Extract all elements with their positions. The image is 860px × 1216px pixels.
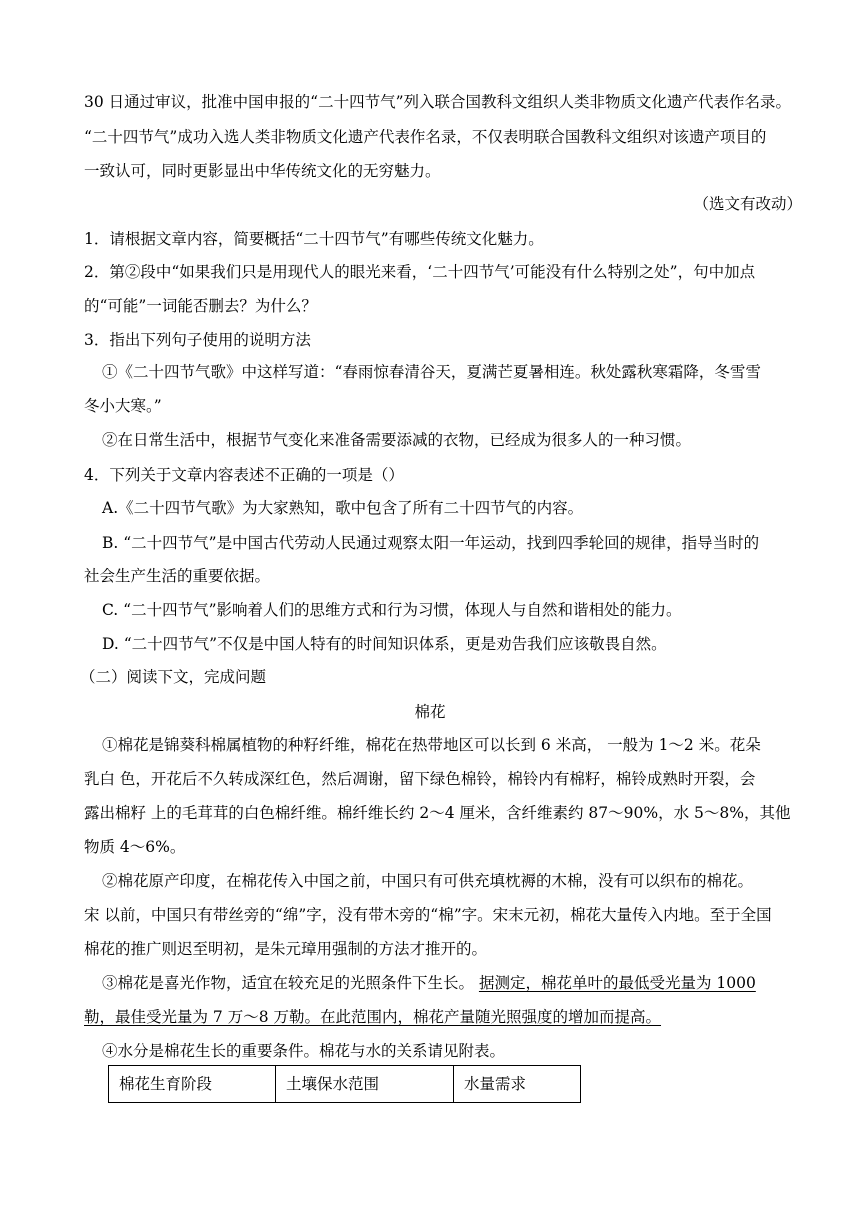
paragraph-4: ④水分是棉花生长的重要条件。棉花与水的关系请见附表。	[102, 1042, 506, 1060]
question-3-sentence-1-cont: 冬小大寒。”	[84, 397, 162, 415]
question-4-option-d: D. “二十四节气”不仅是中国人特有的时间知识体系，更是劝告我们应该敬畏自然。	[102, 635, 667, 653]
paragraph-1-line: 露出棉籽 上的毛茸茸的白色棉纤维。棉纤维长约 2～4 厘米，含纤维素约 87～90%，水 5～8%，其他	[84, 804, 791, 822]
cotton-water-table	[108, 1065, 581, 1103]
paragraph-3-underlined: 勒，最佳受光量为 7 万～8 万勒。在此范围内，棉花产量随光照强度的增加而提高。	[84, 1008, 662, 1026]
paragraph-3-underlined: 据测定，棉花单叶的最低受光量为 1000	[478, 974, 756, 992]
table-header-cell: 棉花生育阶段	[109, 1066, 276, 1103]
question-2: 2．第②段中“如果我们只是用现代人的眼光来看，‘二十四节气’可能没有什么特别之处”，句中加点	[84, 263, 756, 281]
paragraph-3-line	[84, 1007, 780, 1027]
question-1: 1．请根据文章内容，简要概括“二十四节气”有哪些传统文化魅力。	[84, 230, 544, 248]
table-header-cell: 土壤保水范围	[276, 1066, 454, 1103]
question-2-cont: 的“可能”一词能否删去？为什么？	[84, 297, 317, 315]
intro-line: “二十四节气”成功入选人类非物质文化遗产代表作名录，不仅表明联合国教科文组织对该遗产项目的	[84, 128, 767, 146]
question-4-option-b-cont: 社会生产生活的重要依据。	[84, 567, 271, 585]
question-3-sentence-2: ②在日常生活中，根据节气变化来准备需要添减的衣物，已经成为很多人的一种习惯。	[102, 431, 692, 449]
paragraph-3-line	[102, 973, 780, 993]
question-4-option-a: A.《二十四节气歌》为大家熟知，歌中包含了所有二十四节气的内容。	[102, 499, 584, 517]
paragraph-3-text: ③棉花是喜光作物，适宜在较充足的光照条件下生长。	[102, 974, 479, 992]
question-4-option-b: B. “二十四节气”是中国古代劳动人民通过观察太阳一年运动，找到四季轮回的规律，指导当时的	[102, 534, 760, 552]
paragraph-2-line: ②棉花原产印度，在棉花传入中国之前，中国只有可供充填枕褥的木棉，没有可以织布的棉花。	[102, 872, 754, 890]
intro-line: 30 日通过审议，批准中国申报的“二十四节气”列入联合国教科文组织人类非物质文化遗产代表作名录。	[84, 93, 792, 111]
section-heading: （二）阅读下文，完成问题	[80, 668, 267, 686]
table-header-row	[109, 1066, 581, 1103]
intro-line: 一致认可，同时更影显出中华传统文化的无穷魅力。	[84, 162, 441, 180]
source-note: （选文有改动）	[693, 195, 802, 213]
paragraph-1-line: ①棉花是锦葵科棉属植物的种籽纤维，棉花在热带地区可以长到 6 米高， 一般为 1～2 米。花朵	[102, 736, 761, 754]
question-4: 4．下列关于文章内容表述不正确的一项是（）	[84, 466, 404, 484]
paragraph-2-line: 宋 以前，中国只有带丝旁的“绵”字，没有带木旁的“棉”字。宋末元初，棉花大量传入内地。至于全国	[84, 906, 772, 924]
question-3-sentence-1: ①《二十四节气歌》中这样写道：“春雨惊春清谷天，夏满芒夏暑相连。秋处露秋寒霜降，冬雪雪	[102, 363, 761, 381]
article-title: 棉花	[414, 703, 446, 721]
question-4-option-c: C. “二十四节气”影响着人们的思维方式和行为习惯，体现人与自然和谐相处的能力。	[102, 601, 682, 619]
table-header-cell: 水量需求	[454, 1066, 581, 1103]
question-3: 3．指出下列句子使用的说明方法	[84, 331, 311, 349]
paragraph-1-line: 乳白 色，开花后不久转成深红色，然后凋谢，留下绿色棉铃，棉铃内有棉籽，棉铃成熟时开裂，会	[84, 770, 756, 788]
paragraph-1-line: 物质 4～6%。	[84, 838, 186, 856]
paragraph-2-line: 棉花的推广则迟至明初，是朱元璋用强制的方法才推开的。	[84, 940, 488, 958]
